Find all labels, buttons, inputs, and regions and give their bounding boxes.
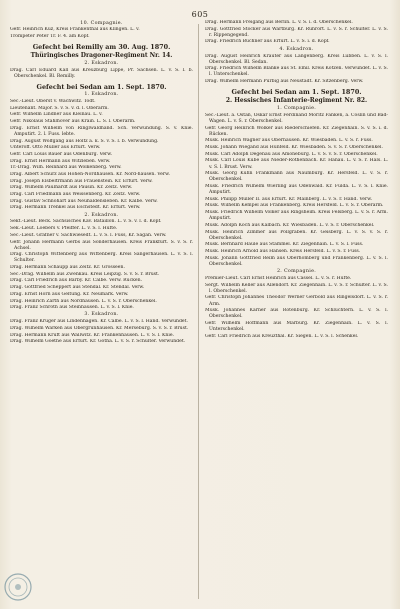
left-section-heading: Gefecht bei Sedan am 1. Sept. 1870. xyxy=(36,82,167,91)
left-casualty-entry: Sec.-Lieut. Gräfner v. Sachwiesedt. L. v. S. l. Fuss, Kr. Sagan. Verw. xyxy=(10,232,167,238)
left-casualty-entry: Drag. Franz Schroth aus Steinhausen. L. v. S. l. Knie. xyxy=(10,305,134,311)
right-casualty-entry: Musk. Heinrich Zimmer aus Pollgraben. Kr. Geisberg. L. v. S. v. S. r. Oberschenkel. xyxy=(205,229,388,241)
right-regiment-heading: 2. Hessisches Infanterie-Regiment Nr. 82. xyxy=(225,96,368,104)
left-casualty-entry: Sek.-Lieut. Loebers v. Pfeiffer. L. v. S. l. Hüfte. xyxy=(10,226,118,232)
right-casualty-entry: Sergt. Wilhelm Keller aus Allendorf. Kr. Ziegenhain. L. v. S. r. Schulter. L. v. S. l. Oberschenkel. xyxy=(205,282,388,294)
left-casualty-entry: Trompeter Peter Tr. F. 4. am Kopf. xyxy=(10,34,90,40)
right-casualty-entry: Musk. Friedrich Wilhelm Völker aus Ringsheim. Kreis Felsberg. L. v. S. r. Arm. Amputirt. xyxy=(205,210,388,222)
right-company-heading: 4. Eskadron. xyxy=(279,46,314,52)
right-casualty-entry: Musk. Adolph Koch aus Kalbach. Kr. Wiesbaden. L. v. S. r. Oberschenkel. xyxy=(205,222,375,228)
left-company-heading: 3. Eskadron. xyxy=(84,312,119,318)
right-casualty-entry: Sec.-Lieut. a. Ostan, Oskar Ernst Ferdinand Moritz Fanken, a. Cöslin und Bad-Wagen. L. v. S. r. Oberschenkel. xyxy=(205,112,388,124)
right-casualty-entry: Musk. Heinrich Wagner aus Oberhausen. Kr. Wiesbaden. L. v. S. r. Fuss. xyxy=(205,138,373,144)
left-company-heading: 1. Eskadron. xyxy=(84,92,119,98)
left-casualty-entry: Drag. Albert Schurz aus Hohen-Nordhausen. Kr. Nord-hausen. Verw. xyxy=(10,171,170,177)
left-casualty-entry: Drag. Christoph Wittenberg aus Wittenberg. Kreis Sangerhausen. L. v. S. l. Schulter. xyxy=(10,252,193,264)
right-casualty-entry: Musk. Wilhelm Kempel aus Frankenberg. Kreis Hersfeld. L. v. S. r. Oberarm. xyxy=(205,203,384,209)
left-casualty-entry: Drag. Franz Krüger aus Lindenhagen. Kr. Calbe. L. v. S. l. Hand. Verwundet. xyxy=(10,319,188,325)
right-section-heading: Gefecht bei Sedan am 1. Sept. 1870. xyxy=(231,87,362,96)
right-column xyxy=(205,20,388,340)
left-section-heading: Gefecht bei Remilly am 30. Aug. 1870. xyxy=(32,42,171,51)
right-casualty-entry: Drag. Hermann Freigang aus Berlin. L. v. S. i. d. Oberschenkel. xyxy=(205,20,353,25)
right-casualty-entry: Drag. Gottfried Stöcker aus Wartburg. Kr. Ruhrort. L. v. S. r. Schulter. L. v. S. r. Rippengegend. xyxy=(205,26,388,38)
left-casualty-entry: Gefr. Nikolaus Stahlhöver aus Krain. L. S. l. Oberarm. xyxy=(10,119,136,125)
left-casualty-entry: Drag. Wilhelm Wärken aus Obergrünhausen. Kr. Merseburg. S. v. S. r. Brust. xyxy=(10,326,189,331)
right-casualty-entry: Drag. Wilhelm Hermann Purbig aus Neustadt. Kr. Sitzenberg. Verw. xyxy=(205,79,364,85)
left-column xyxy=(10,20,193,346)
right-casualty-entry: Musk. Georg Kühn Fränkmann aus Naumburg. Kr. Hersfeld. L. v. S. r. Oberschenkel. xyxy=(205,171,388,183)
left-casualty-entry: Gefr. Wilhelm Lindner aus Kleinau. L. v. xyxy=(10,112,103,118)
right-casualty-entry: Drag. August Heinrich Kräuter aus Langenberg. Kreis Lübben. L. v. S. l. Oberschenkel. Bl. Sedan. xyxy=(205,53,388,65)
right-casualty-entry: Musk. Johann Wiegand aus Hünfeld. Kr. Wiesbaden. S. v. S. r. Oberschenkel. xyxy=(205,145,383,151)
left-casualty-entry: Drag. Hermann Kruft aus Wallwitz. Kr. Frankenhausen. L. v. S. l. Knie. xyxy=(10,332,175,338)
left-casualty-entry: Drag. Ernst Hermann aus Witzleben. Verw. xyxy=(10,158,111,164)
left-casualty-entry: Drag. Ernst Horn aus Geltung. Kr. Neumark. Verw. xyxy=(10,291,129,297)
right-company-heading: 2. Compagnie. xyxy=(276,269,317,275)
left-casualty-entry: Drag. Carl Friedmann aus Weissenberg. Kr. Zeitz. Verw. xyxy=(10,192,141,197)
right-casualty-entry: Drag. Friedrich Buchner aus Erfurt. L. v. S. i. d. Kopf. xyxy=(205,39,330,45)
left-company-heading: 2. Eskadron. xyxy=(84,212,119,218)
left-casualty-entry: Drag. Ernst Wilhelm von Ringlwaldhand. Sch. Verwundung. S. v. Knie. Amputirt. 2. l. Fuss. lebte. xyxy=(10,125,193,137)
left-casualty-entry: Drag. Gottfried Scheppert aus Stendal. Kr. Stendal. Verw. xyxy=(10,285,145,291)
left-regiment-heading: Thüringisches Dragoner-Regiment Nr. 14. xyxy=(30,51,173,59)
column-divider xyxy=(198,24,199,599)
left-casualty-entry: Drag. Joseph Elsbeltrmann aus Frauenstein. Kr. Erfurt. Verw. xyxy=(10,178,153,184)
left-casualty-entry: Unteroff. Otto Müller aus Erfurt. Verw. xyxy=(10,145,101,151)
left-casualty-entry: Gefr. Heinrich Kuz, Kreis Frankenthal aus Klingen. L. v. xyxy=(10,27,140,33)
left-casualty-entry: Gefr. Johann Hermann Gerbs aus Sonderhausen. Kreis Frankfurt. S. v. S. r. Achsel. xyxy=(10,239,193,251)
left-casualty-entry: Gefr. Carl Louis Bauer aus Odenburg. Verw. xyxy=(10,151,113,157)
right-casualty-entry: Gefr. Georg Heinrich Wolker aus Riederschiefen. Kr. Ziegenhain. S. v. S. i. d. Rücken. xyxy=(205,125,388,137)
left-casualty-entry: Drag. Gustav Schnohart aus Neuhaldensleben. Kr. Kalbe. Verw. xyxy=(10,198,158,204)
left-casualty-entry: Drag. Wilhelm Goethe aus Erfurt. Kr. Gotha. L. v. S. r. Schulter. Verwundet. xyxy=(10,339,186,345)
right-casualty-entry: Musk. Johann Gottfried Reim aus Oberhomberg und Frankenberg. L. v. S. l. Oberschenkel. xyxy=(205,255,388,267)
left-casualty-entry: Lieutenant. Major. S. v. S. v. d. l. Oberarm. xyxy=(10,105,109,111)
left-casualty-entry: Drag. Carl Eduard Kall aus Kreuzburg Lippe, Pr. Sachsen. L. v. S. l. b. Oberschenkel. Bl. Remilly. xyxy=(10,67,193,79)
right-casualty-entry: Musk. Bernhard Haule aus Stammel. Kr. Ziegenhain. L. v. S. l. Fuss. xyxy=(205,242,364,248)
left-casualty-entry: Drag. Wilhelm Paulhardt aus Pausin. Kr. Zeitz. Verw. xyxy=(10,185,133,191)
left-casualty-entry: Sekt.-Lieut. Beck. Sächsisches Kav. Bataillon. L. v. S. v. l. d. Kopf. xyxy=(10,219,162,225)
left-casualty-entry: Sec.-Drag. Wilhelm aus Zwenkau. Kreis Leipzig. S. v. S. r. Brust. xyxy=(10,271,160,277)
right-company-heading: 1. Compagnie. xyxy=(276,105,317,111)
right-casualty-entry: Musk. Carl Louis Kube aus Nieder-Rothenbach. Kr. Hanau. L. v. S. r. Hals. L. v. S. l. Brust. Verw. xyxy=(205,158,388,170)
left-casualty-entry: Sec.-Lieut. Oberst v. Wachwitz. Todt. xyxy=(10,98,96,104)
right-casualty-entry: Musk. Heinrich Arnold aus Hansen. Kreis Hersfeld. L. v. S. r. Fuss. xyxy=(205,249,361,255)
right-casualty-entry: Drag. Friedrich Wilhelm Blanke aus St. Emil. Kreis Kötzen. Verwundet. L. v. S. l. Unterschenkel. xyxy=(205,66,388,78)
right-casualty-entry: Musk. Philipp Müller II. aus Erfurt. Kr. Mainberg. L. v. S. r. Hand. Verw. xyxy=(205,196,373,202)
left-casualty-entry: Drag. Hermann Trenkel aus Eschstedt. Kr. Erfurt. Verw. xyxy=(10,205,141,211)
left-company-heading: 2. Eskadron. xyxy=(84,60,119,66)
right-casualty-entry: Musk. Johannes Kärner aus Rotenburg. Kr. Schlüchtern. L. v. S. l. Oberschenkel. xyxy=(205,308,388,320)
right-casualty-entry: Gefr. Christoph Johannes Theodor Werner Gerbold aus Ringelsdorf. L. v. S. r. Arm. xyxy=(205,295,388,307)
right-casualty-entry: Gefr. Carl Friedrich aus Kreuzthal. Kr. Siegen. L. v. S. l. Schenkel. xyxy=(205,333,359,339)
right-casualty-entry: Musk. Carl Adolph Degenau aus Amöneburg. L. v. S. v. S. r. Oberschenkel. xyxy=(205,151,378,157)
left-casualty-entry: Drag. August Wolfgang aus Holtz a. k. S. v. S. l. b. Verwundung. xyxy=(10,138,159,144)
library-stamp-icon xyxy=(2,570,34,604)
left-casualty-entry: Tr.-Drag. Wilh. Reinhard aus Wolkenberg. Verw. xyxy=(10,165,122,171)
right-casualty-entry: Musk. Friedrich Wilhelm Wierling aus Odenwald. Kr. Fulda. L. v. S. l. Knie. Amputirt. xyxy=(205,184,388,196)
left-company-heading: 10. Compagnie. xyxy=(80,20,123,26)
right-casualty-entry: Gefr. Wilhelm Hoffmann aus Marburg. Kr. Ziegenhain. L. v. S. l. Unterschenkel. xyxy=(205,321,388,333)
page-number: 605 xyxy=(191,10,209,19)
left-casualty-entry: Drag. Carl Friedrich aus Barby. Kr. Calbe. Verw. Rücken. xyxy=(10,278,143,284)
left-casualty-entry: Drag. Heinrich Zarth aus Nordhausen. L. v. S. r. Oberschenkel. xyxy=(10,298,157,304)
left-casualty-entry: Drag. Hermann Schaupp aus Zeitz. Kr. Grosseen. xyxy=(10,265,125,271)
right-casualty-entry: Premier-Lieut. Carl Ernst Heinrich aus Cassel. L. v. S. r. Hüfte. xyxy=(205,275,352,281)
